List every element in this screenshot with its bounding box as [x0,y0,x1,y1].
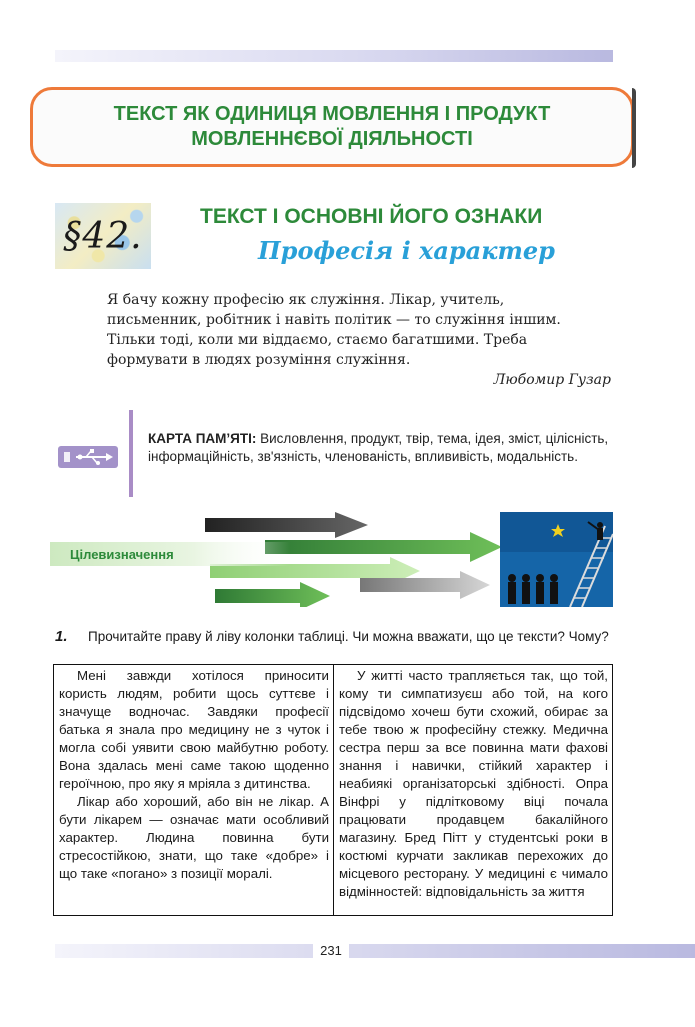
epigraph-author: Любомир Гузар [493,372,611,388]
left-paragraph: Лікар або хороший, або він не лікар. А бути лікарем — означає мати особливий характер. Людина повинна бути стресостійкою, знати, що таке «добре» і що таке «погано» з позиції моралі. [59,794,329,881]
section-number: §42. [63,215,143,257]
footer-decor-bar [55,944,695,958]
memory-card-label: КАРТА ПАМ’ЯТІ: [148,431,257,446]
goal-setting-label: Цілевизначення [70,547,174,562]
epigraph-text: Я бачу кожну професію як служіння. Лікар, учитель, письменник, робітник і навіть політик — то служіння іншим. Тільки тоді, коли ми віддаємо, стаємо багатшими. Треба формувати в людях розуміння служіння. [107,292,561,368]
memory-card-bar [129,410,133,497]
memory-card [148,430,613,466]
arrow-green-top [265,532,502,562]
usb-icon [58,446,118,468]
table-right-column [333,665,612,915]
memory-card-text: Висловлення, продукт, твір, тема, ідея, зміст, цілісність, інформаційність, зв'язність, членованість, вплививість, модальність. [148,431,609,464]
goal-setting-graphic [50,512,613,607]
arrow-dark [205,512,368,538]
two-column-table [53,664,613,916]
header-decor-bar [55,50,613,62]
left-paragraph: Мені завжди хотілося приносити користь людям, робити щось суттєве і значуще водночас. Завдяки професії батька я знала про медицину не з чуток і могла собі уявити свою майбутню роботу. Вона здалась мені саме такою щоденно героїчною, про яку я мріяла з дитинства. [59,668,329,791]
unit-title: ТЕКСТ ЯК ОДИНИЦЯ МОВЛЕННЯ І ПРОДУКТ МОВЛЕННЄВОЇ ДІЯЛЬНОСТІ [113,103,551,150]
arrow-green-bottom [215,582,330,607]
career-ladder-image [500,512,613,607]
right-paragraph: У житті часто трапляється так, що той, кому ти симпатизуєш або той, на кого підсвідомо хочеш бути схожий, обирає за тебе твою ж професійну стежку. Медична сестра перш за все повинна мати фахові знання і навички, стійкий характер і неабиякі організаторські здібності. Опра Вінфрі у підлітковому віці почала працювати продавцем бакалійного магазину. Бред Пітт у студентські роки в костюмі курчати закликав перехожих до місцевого ресторану. У медицині є чимало відмінностей: відповідальність за життя [339,668,608,899]
banner-shadow [632,88,636,168]
page-number: 231 [313,943,349,959]
section-number-badge [55,203,151,269]
unit-banner [30,87,634,167]
epigraph [107,290,587,370]
section-title: ТЕКСТ І ОСНОВНІ ЙОГО ОЗНАКИ [200,205,543,228]
task-text: Прочитайте праву й ліву колонки таблиці. Чи можна вважати, що це тексти? Чому? [88,629,609,644]
section-subtitle: Професія і характер [258,236,555,265]
task-number: 1. [55,628,68,645]
table-left-column [54,665,333,915]
